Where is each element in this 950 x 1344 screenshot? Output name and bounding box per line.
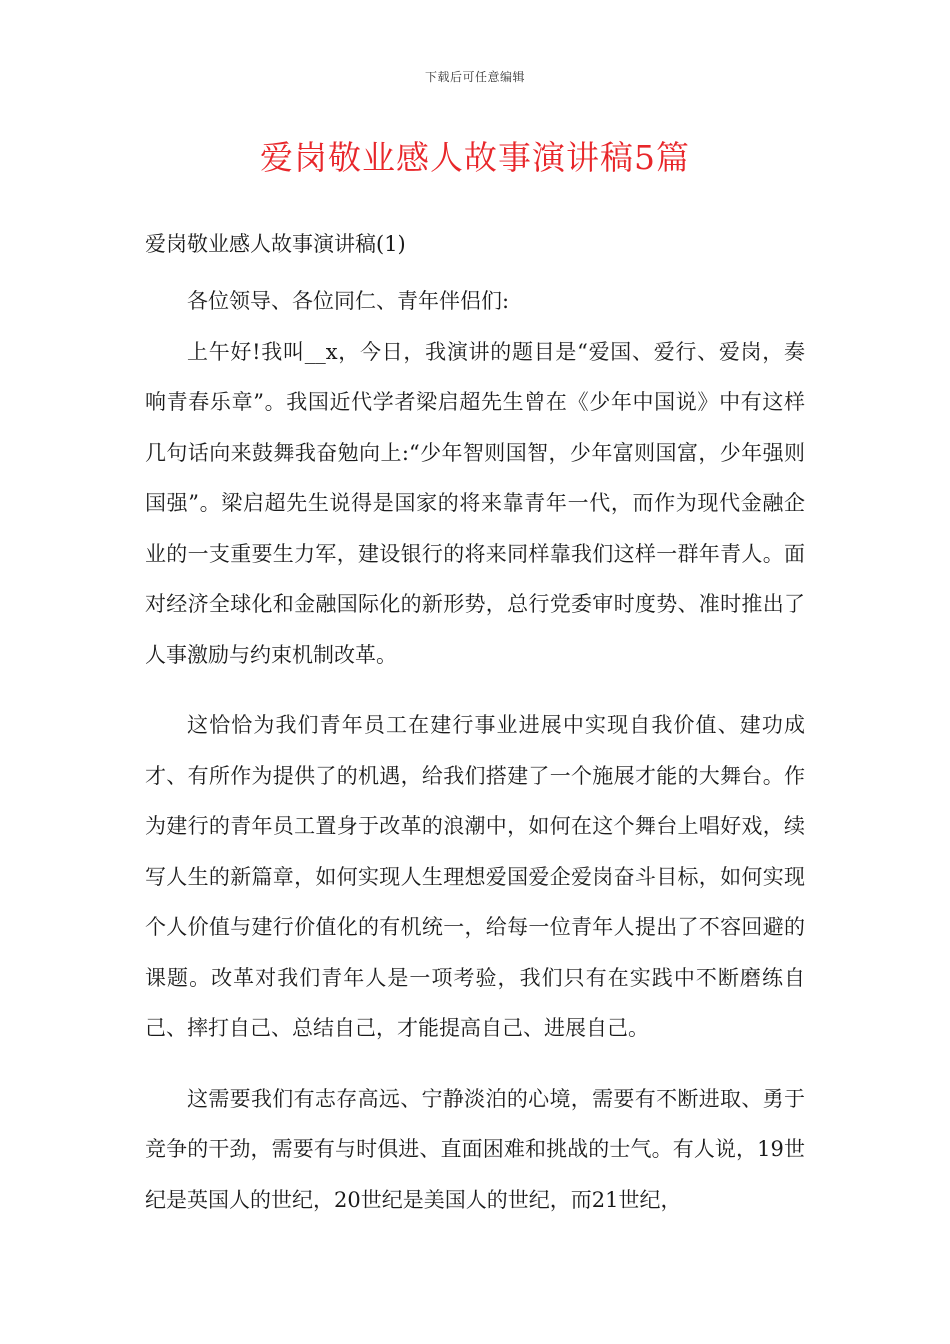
paragraph-3: 这需要我们有志存高远、宁静淡泊的心境，需要有不断进取、勇于竞争的干劲，需要有与时俱进、直面困难和挑战的士气。有人说，19世纪是英国人的世纪，20世纪是美国人的世纪，而21世纪， <box>145 1086 805 1212</box>
document-title: 爱岗敬业感人故事演讲稿5篇 <box>260 138 690 177</box>
header-note: 下载后可任意编辑 <box>424 70 525 84</box>
paragraph-greeting: 各位领导、各位同仁、青年伴侣们: <box>187 289 510 313</box>
document-body <box>145 226 805 1225</box>
paragraph-2: 这恰恰为我们青年员工在建行事业进展中实现自我价值、建功成才、有所作为提供了的机遇，给我们搭建了一个施展才能的大舞台。作为建行的青年员工置身于改革的浪潮中，如何在这个舞台上唱好戏，续写人生的新篇章，如何实现人生理想爱国爱企爱岗奋斗目标，如何实现个人价值与建行价值化的有机统一，给每一位青年人提出了不容回避的课题。改革对我们青年人是一项考验，我们只有在实践中不断磨练自己、摔打自己、总结自己，才能提高自己、进展自己。 <box>145 713 805 1040</box>
section-heading: 爱岗敬业感人故事演讲稿(1) <box>145 232 406 256</box>
paragraph-1: 上午好!我叫__x，今日，我演讲的题目是“爱国、爱行、爱岗，奏响青春乐章”。我国近代学者梁启超先生曾在《少年中国说》中有这样几句话向来鼓舞我奋勉向上:“少年智则国智，少年富则国富，少年强则国强”。梁启超先生说得是国家的将来靠青年一代，而作为现代金融企业的一支重要生力军，建设银行的将来同样靠我们这样一群年青人。面对经济全球化和金融国际化的新形势，总行党委审时度势、准时推出了人事激励与约束机制改革。 <box>145 339 805 667</box>
